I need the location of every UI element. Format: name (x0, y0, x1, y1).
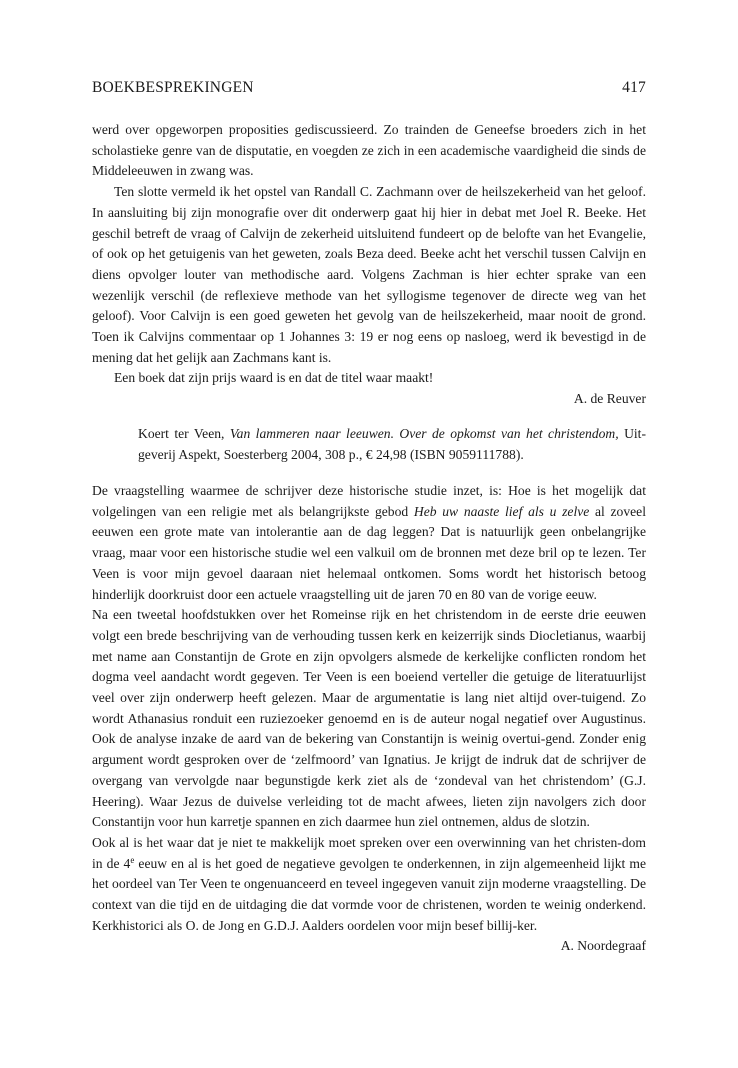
section-title: BOEKBESPREKINGEN (92, 79, 254, 96)
text-run: eeuw en al is het goed de negatieve gevolgen te onderkennen, in zijn algemeenheid lijkt me het oordeel van Ter Veen te ongenuanceerd en teveel ingegeven vanuit zijn moderne vraagstelling. De context van die tijd en de uitdaging die dat vormde voor de christenen, worden te weinig onderkend. Kerkhistorici als O. de Jong en G.D.J. Aalders oordelen voor mijn besef billij-ker. (92, 855, 646, 933)
page-number: 417 (622, 79, 646, 96)
book-citation (138, 424, 646, 465)
quoted-commandment: Heb uw naaste lief als u zelve (413, 503, 590, 519)
reviewer-signature: A. Noordegraaf (560, 938, 646, 954)
reviewer-signature: A. de Reuver (573, 391, 646, 407)
review-noordegraaf (92, 481, 646, 957)
citation-details: Uit-geverij Aspekt, Soesterberg 2004, 308 p., € 24,98 (ISBN 9059111788). (138, 426, 646, 462)
citation-title: Van lammeren naar leeuwen. Over de opkomst van het christendom, (229, 426, 619, 441)
superscript: e (130, 854, 135, 865)
paragraph: werd over opgeworpen proposities gediscussieerd. Zo trainden de Geneefse broeders zich in het scholastieke genre van de disputatie, en voegden ze zich in een academische vaardigheid die sinds de Middeleeuwen in zwang was. (92, 122, 646, 179)
paragraph: Een boek dat zijn prijs waard is en dat de titel waar maakt! (114, 370, 434, 386)
paragraph (92, 481, 646, 605)
running-head (92, 79, 646, 97)
review-reuver (92, 120, 646, 410)
text-run: Ook al is het waar dat je niet te makkelijk moet spreken over een overwinning van het christen-dom in de 4 (92, 834, 646, 871)
text-run: al zoveel eeuwen een grote mate van intolerantie aan de dag leggen? Dat is natuurlijk geen onbelangrijke vraag, maar voor een historische studie wel een valkuil om de bronnen met deze bril op te lezen. Ter Veen is voor mijn gevoel daaraan niet helemaal ontkomen. Soms wordt het historisch betoog hinderlijk doorkruist door een actuele vraagstelling uit de jaren 70 en 80 van de vorige eeuw. (92, 503, 646, 602)
citation-author: Koert ter Veen, (138, 426, 225, 441)
text-run: De vraagstelling waarmee de schrijver deze historische studie inzet, is: Hoe is het mogelijk dat volgelingen van een religie met als belangrijkste gebod (92, 483, 646, 519)
paragraph: Na een tweetal hoofdstukken over het Romeinse rijk en het christendom in de eerste drie eeuwen volgt een brede beschrijving van de verhouding tussen kerk en keizerrijk sinds Diocletianus, waarbij met name aan Constantijn de Grote en zijn opvolgers alsmede de kerkelijke conflicten rondom het dogma veel aandacht wordt gegeven. Ter Veen is een boeiend verteller die getuige de literatuurlijst veel over zijn onderwerp heeft gelezen. Maar de argumentatie is lang niet altijd over-tuigend. Zo wordt Athanasius ronduit een ruziezoeker genoemd en is de auteur nogal negatief over Augustinus. Ook de analyse inzake de aard van de bekering van Constantijn is weinig overtui-gend. Zonder enig argument wordt gesproken over de ‘zelfmoord’ van Ignatius. Je krijgt de indruk dat de schrijver de overgang van vervolgde naar begunstigde kerk ziet als de ‘zondeval van het christendom’ (G.J. Heering). Waar Jezus de duivelse verleiding tot de macht afwees, lieten zijn navolgers zich door Constantijn voor hun karretje spannen en zich daarmee hun ziel ontnemen, aldus de slotzin. (92, 607, 646, 830)
paragraph: Ten slotte vermeld ik het opstel van Randall C. Zachmann over de heilszekerheid van het geloof. In aansluiting bij zijn monografie over dit onderwerp gaat hij hier in debat met Joel R. Beeke. Het geschil betreft de vraag of Calvijn de zekerheid uitsluitend fundeert op de belofte van het Evangelie, of ook op het getuigenis van het geweten, zoals Beza deed. Beeke acht het verschil tussen Calvijn en diens opvolger louter van methodische aard. Volgens Zachman is hier echter sprake van een wezenlijk verschil (de reflexieve methode van het syllogisme tegenover de directe weg van het geloof). Voor Calvijn is een goed geweten het gevolg van de heilszekerheid, maar nooit de grond. Toen ik Calvijns commentaar op 1 Johannes 3: 19 er nog eens op nasloeg, werd ik bevestigd in de mening dat het gelijk aan Zachmans kant is. (92, 184, 646, 365)
paragraph (92, 833, 646, 937)
